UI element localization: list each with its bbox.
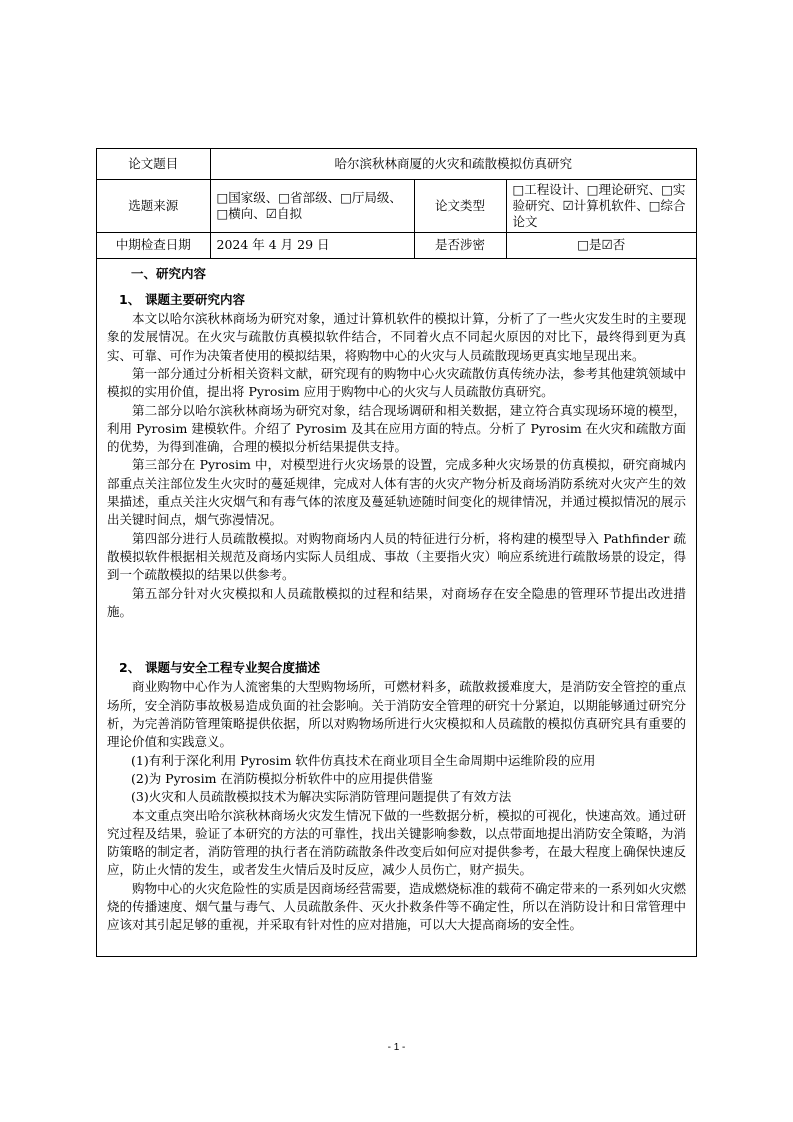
paragraph: 第四部分进行人员疏散模拟。对购物商场内人员的特征进行分析，将构建的模型导入 Pathfinder 疏散模拟软件根据相关规范及商场内实际人员组成、事故（主要指火灾）响应系统进行疏散场景的设定，得到一个疏散模拟的结果以供参考。 bbox=[107, 530, 686, 583]
title-row bbox=[97, 149, 696, 179]
subsection-number: 1、 bbox=[119, 291, 141, 307]
source-label: 选题来源 bbox=[97, 179, 210, 232]
spacer bbox=[107, 621, 686, 651]
type-label: 论文类型 bbox=[414, 179, 506, 232]
form-frame bbox=[96, 148, 697, 957]
subsection-title: 课题主要研究内容 bbox=[145, 291, 246, 307]
subsection-number: 2、 bbox=[119, 660, 141, 676]
paragraph: 第二部分以哈尔滨秋林商场为研究对象，结合现场调研和相关数据，建立符合真实现场环境的模型，利用 Pyrosim 建模软件。介绍了 Pyrosim 及其在应用方面的特点。分析了 Pyrosim 在火灾和疏散方面的优势，为得到准确，合理的模拟分析结果提供支持。 bbox=[107, 402, 686, 455]
content-area bbox=[97, 259, 696, 935]
date-label: 中期检查日期 bbox=[97, 232, 210, 258]
subsection-heading-1 bbox=[119, 291, 686, 309]
paragraph: 购物中心的火灾危险性的实质是因商场经营需要，造成燃烧标准的载荷不确定带来的一系列如火灾燃烧的传播速度、烟气量与毒气、人员疏散条件、灭火扑救条件等不确定性，所以在消防设计和日常管理中应该对其引起足够的重视，并采取有针对性的应对措施，可以大大提高商场的安全性。 bbox=[107, 880, 686, 933]
date-row bbox=[97, 232, 696, 258]
source-row bbox=[97, 179, 696, 232]
source-options: □国家级、□省部级、□厅局级、□横向、☑自拟 bbox=[210, 179, 414, 232]
thesis-title: 哈尔滨秋林商厦的火灾和疏散模拟仿真研究 bbox=[210, 149, 696, 179]
paragraph: 本文以哈尔滨秋林商场为研究对象，通过计算机软件的模拟计算，分析了了一些火灾发生时的主要现象的发展情况。在火灾与疏散仿真模拟软件结合，不同着火点不同起火原因的对比下，最终得到更为真实、可靠、可作为决策者使用的模拟结果，将购物中心的火灾与人员疏散现场更真实地呈现出来。 bbox=[107, 311, 686, 363]
info-table bbox=[97, 149, 696, 259]
paragraph: 本文重点突出哈尔滨秋林商场火灾发生情况下做的一些数据分析，模拟的可视化，快速高效。通过研究过程及结果，验证了本研究的方法的可靠性，找出关键影响参数，以点带面地提出消防安全策略，为消防策略的制定者，消防管理的执行者在消防疏散条件改变后如何应对提供参考，在最大程度上确保快速反应，防止火情的发生，或者发生火情后及时反应，减少人员伤亡，财产损失。 bbox=[107, 807, 686, 878]
list-item: (2)为 Pyrosim 在消防模拟分析软件中的应用提供借鉴 bbox=[131, 770, 433, 786]
type-options: □工程设计、□理论研究、□实验研究、☑计算机软件、□综合论文 bbox=[506, 179, 696, 232]
paragraph: 商业购物中心作为人流密集的大型购物场所，可燃材料多，疏散救援难度大，是消防安全管控的重点场所，安全消防事故极易造成负面的社会影响。关于消防安全管理的研究十分紧迫，以期能够通过研究分析，为完善消防管理策略提供依据，所以对购物场所进行火灾模拟和人员疏散的模拟仿真研究具有重要的理论价值和实践意义。 bbox=[107, 679, 686, 750]
check-date: 2024 年 4 月 29 日 bbox=[210, 232, 414, 258]
secret-options: □是☑否 bbox=[506, 232, 696, 258]
paragraph: 第一部分通过分析相关资料文献，研究现有的购物中心火灾疏散仿真传统办法，参考其他建筑领域中模拟的实用价值，提出将 Pyrosim 应用于购物中心的火灾与人员疏散仿真研究。 bbox=[107, 365, 686, 400]
list-item: (1)有利于深化利用 Pyrosim 软件仿真技术在商业项目全生命周期中运维阶段的应用 bbox=[131, 752, 596, 768]
secret-label: 是否涉密 bbox=[414, 232, 506, 258]
page-number: - 1 - bbox=[387, 1042, 406, 1053]
section-heading: 一、研究内容 bbox=[131, 265, 207, 281]
paragraph: 第三部分在 Pyrosim 中，对模型进行火灾场景的设置，完成多种火灾场景的仿真模拟，研究商城内部重点关注部位发生火灾时的蔓延规律，完成对人体有害的火灾产物分析及商场消防系统对火灾产生的效果描述，重点关注火灾烟气和有毒气体的浓度及蔓延轨迹随时间变化的规律情况，并通过模拟情况的展示出关键时间点，烟气弥漫情况。 bbox=[107, 457, 686, 528]
paragraph: 第五部分针对火灾模拟和人员疏散模拟的过程和结果，对商场存在安全隐患的管理环节提出改进措施。 bbox=[107, 585, 686, 619]
title-label: 论文题目 bbox=[97, 149, 210, 179]
list-item: (3)火灾和人员疏散模拟技术为解决实际消防管理问题提供了有效方法 bbox=[131, 789, 512, 805]
subsection-heading-2 bbox=[119, 659, 686, 677]
subsection-title: 课题与安全工程专业契合度描述 bbox=[145, 660, 321, 676]
